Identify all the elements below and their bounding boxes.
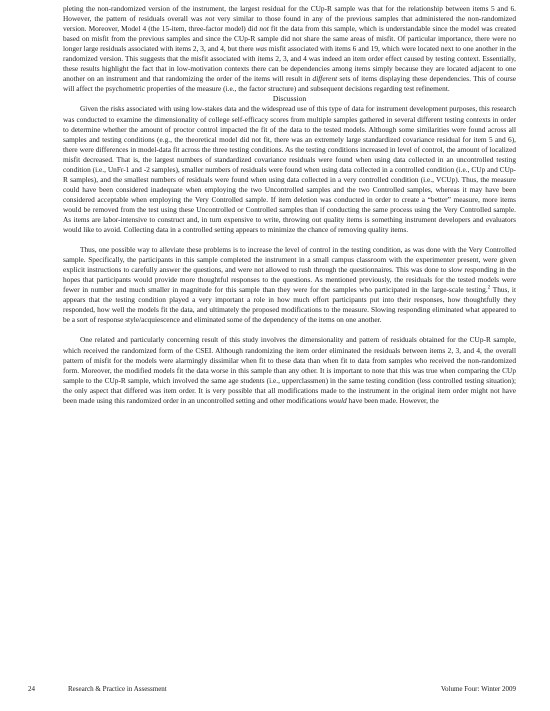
page-number: 24: [28, 685, 35, 693]
journal-name: Research & Practice in Assessment: [68, 685, 167, 693]
issue-label: Volume Four: Winter 2009: [440, 685, 516, 693]
emphasis: not: [205, 14, 215, 24]
paragraph-1: pleting the non-randomized version of the instrument, the largest residual for the CUp-R sample was that for the relationship between items 5 and 6. However, the pattern of residuals overall was not very similar to those found in any of the previous samples that administered the non-randomized version. Moreover, Model 4 (the 15-item, three-factor model) did not fit the data from this sample, which is understandable since the model was created based on misfit from the previous samples and since the CUp-R sample did not share the same areas of misfit. Of particular importance, there were no longer large residuals associated with items 2, 3, and 4, but there was misfit associated with items 6 and 19, which were located next to one another in the randomized version. This suggests that the misfit associated with items 2, 3, and 4 was indeed an item order effect caused by testing context. Essentially, these results highlight the fact that in low-motivation contexts there can be dependencies among items simply because they are located adjacent to one another on an instrument and that randomizing the order of the items will result in different sets of items displaying these dependencies. This of course will affect the psychometric properties of the measure (i.e., the factor structure) and subsequent decisions regarding test refinement.: [63, 4, 516, 94]
page-footer: [28, 685, 516, 693]
paragraph-4: One related and particularly concerning result of this study involves the dimensionality and pattern of residuals obtained for the CUp-R sample, which received the randomized form of the CSEI. Although randomizing the item order eliminated the residuals between items 2, 3, and 4, the overall pattern of misfit for the models were alarmingly dissimilar when fit to these data than when fit to data from samples who received the non-randomized form. Moreover, the modified models fit the data worse in this sample than any other. It is important to note that this was true when comparing the CUp sample to the CUp-R sample, which involved the same age students (i.e., upperclassmen) in the same testing condition (less controlled testing situation); the only aspect that differed was item order. It is very possible that all modifications made to the instrument in the original item order might not have been made using this randomized order in an uncontrolled setting and other modifications would have been made. However, the: [63, 335, 516, 405]
emphasis: different: [312, 74, 338, 84]
paragraph-3: Thus, one possible way to alleviate these problems is to increase the level of control in the testing condition, as was done with the Very Controlled sample. Specifically, the participants in this sample completed the instrument in a small campus classroom with the experimenter present, were given explicit instructions to carefully answer the questions, and were not allowed to rush through the questionnaires. This was done to slow responding in the hopes that participants would provide more thoughtful responses to the questions. As mentioned previously, the residuals for the tested models were fewer in number and much smaller in magnitude for this sample than they were for the samples who participated in the large-scale testing.$^2$ Thus, it appears that the testing condition played a very important a role in how much effort participants put into their responses, how thoughtfully they responded, how well the models fit the data, and ultimately the proposed modifications to the measure. Slowing responding eliminated what appeared to be a sort of response style/acquiescence and eliminated some of the dependency of the items on one another.: [63, 245, 516, 325]
emphasis: was: [255, 44, 267, 54]
emphasis: not: [259, 24, 269, 34]
article-body: [63, 4, 516, 406]
footnote-marker: 2: [487, 285, 491, 291]
paragraph-2: Given the risks associated with using low-stakes data and the widespread use of this type of data for instrument development purposes, this research was conducted to examine the dimensionality of college self-efficacy scores from multiple samples gathered in several different testing contexts in order to determine whether the amount of proctor control impacted the fit of the data to the tested models. Although some similarities were found across all samples and testing conditions (e.g., the theoretical model did not fit, there was an extremely large standardized covariance residual for item 5 and 6), there were differences in model-data fit across the three testing conditions. As the testing conditions increased in level of control, the amount of localized misfit decreased. That is, the largest numbers of standardized covariance residuals were found when using data collected in an uncontrolled testing condition (i.e., UnFr-1 and -2 samples), smaller numbers of residuals were found when using data collected in a controlled condition (i.e., CUp and CUp-R samples), and the smallest numbers of residuals were found when using data collected in a very controlled condition (i.e., VCUp). Thus, the measure could have been considered inadequate when employing the two Uncontrolled samples and the two Controlled samples, whereas it may have been considered acceptable when employing the Very Controlled sample. If item deletion was conducted in order to create a “better” measure, more items would be removed from the test using these Uncontrolled or Controlled samples than if conducting the same process using the Very Controlled sample. As items are labor-intensive to construct and, in turn expensive to write, throwing out quality items is something instrument developers and evaluators would like to avoid. Collecting data in a controlled setting appears to minimize the chance of removing quality items.: [63, 104, 516, 235]
emphasis: would: [328, 395, 347, 405]
section-heading-discussion: Discussion: [272, 94, 307, 104]
